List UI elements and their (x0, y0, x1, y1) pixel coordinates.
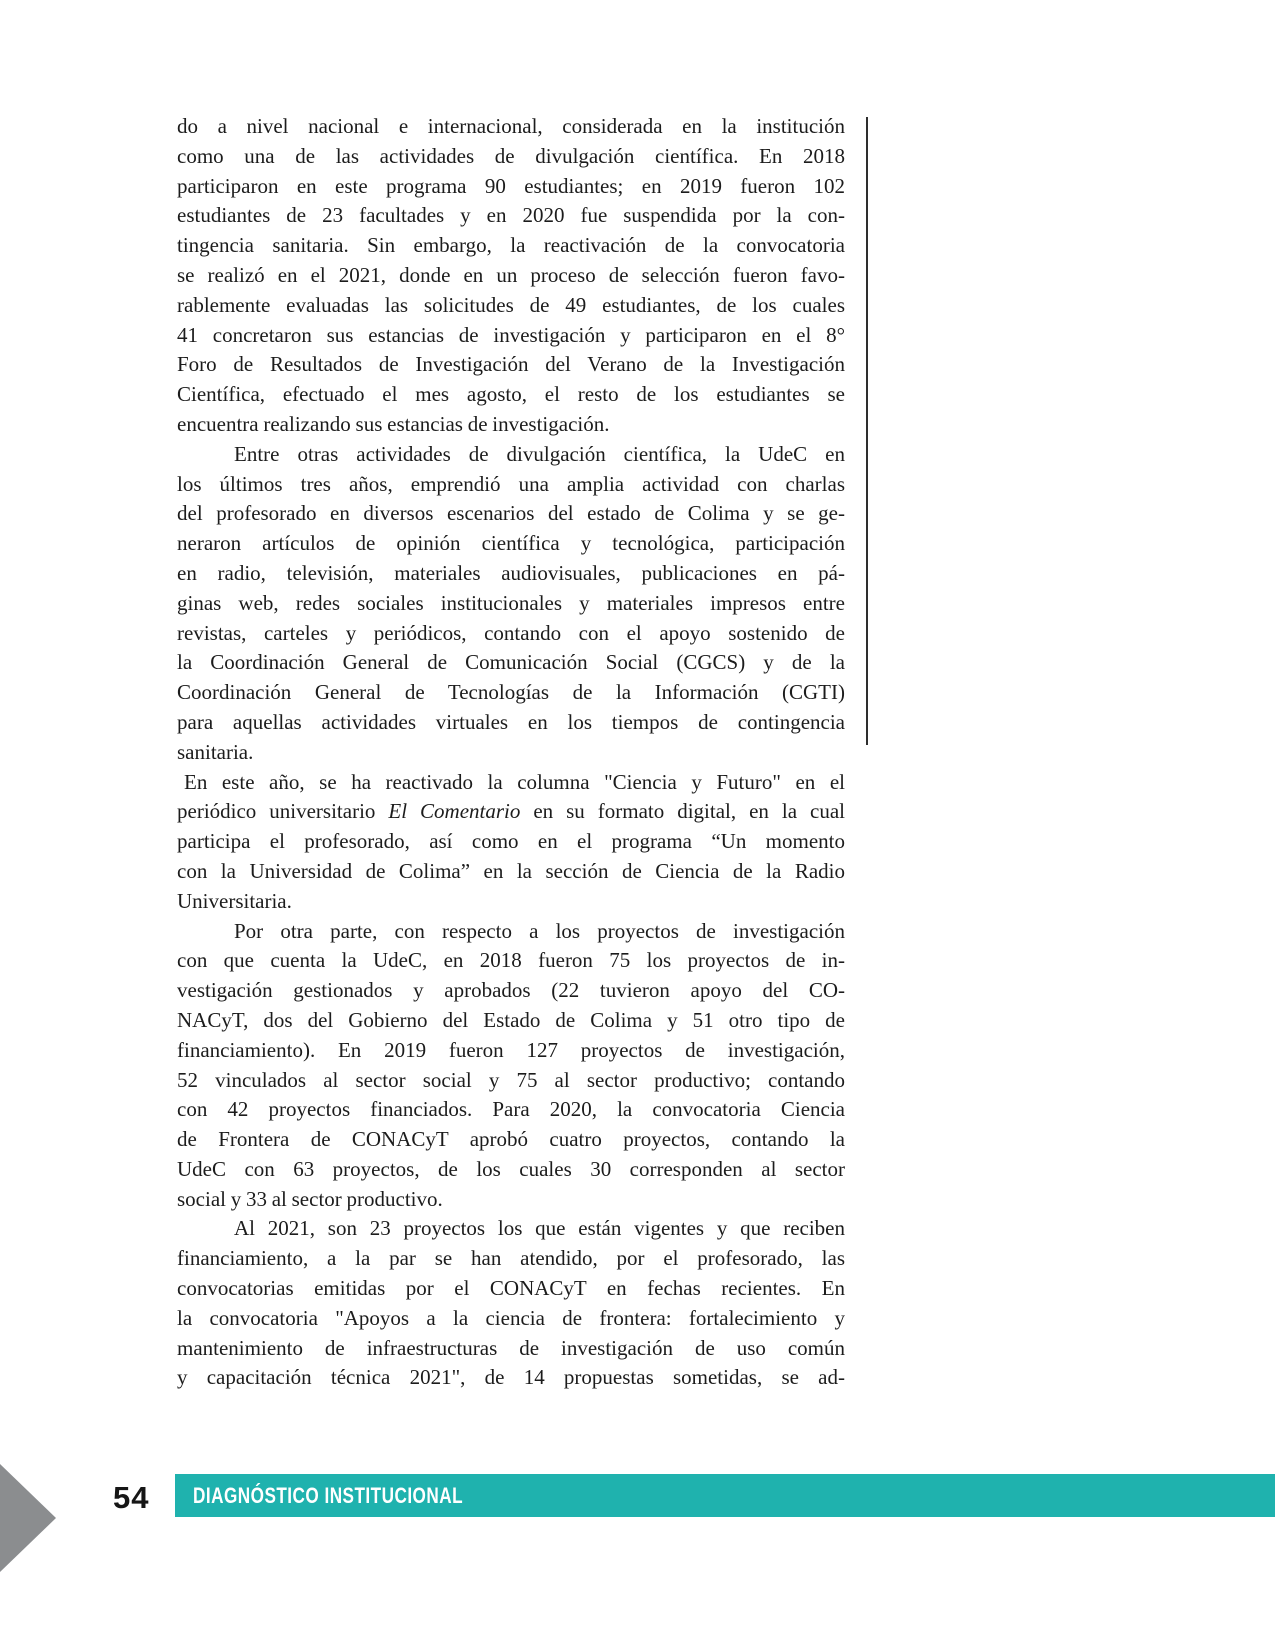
paragraph (177, 768, 845, 917)
text-line: mantenimiento de infraestructuras de investigación de uso común (177, 1335, 845, 1360)
text-line: encuentra realizando sus estancias de investigación. (177, 411, 610, 436)
text-line: 52 vinculados al sector social y 75 al sector productivo; contando (177, 1067, 845, 1092)
text-line: social y 33 al sector productivo. (177, 1186, 443, 1211)
paragraph (177, 1214, 845, 1393)
change-bar (866, 117, 868, 745)
text-line: sanitaria. (177, 739, 254, 764)
text-line: Universitaria. (177, 888, 292, 913)
text-line: estudiantes de 23 facultades y en 2020 fue suspendida por la con- (177, 203, 845, 228)
text-line: con 42 proyectos financiados. Para 2020, la convocatoria Ciencia (177, 1097, 845, 1122)
text-line: revistas, carteles y periódicos, contando con el apoyo sostenido de (177, 620, 845, 645)
text-line: Por otra parte, con respecto a los proyectos de investigación (234, 918, 845, 943)
text-line: para aquellas actividades virtuales en los tiempos de contingencia (177, 709, 845, 734)
text-line: participaron en este programa 90 estudiantes; en 2019 fueron 102 (177, 173, 845, 198)
text-line: vestigación gestionados y aprobados (22 tuvieron apoyo del CO- (177, 978, 845, 1003)
text-line: rablemente evaluadas las solicitudes de 49 estudiantes, de los cuales (177, 292, 845, 317)
text-block (177, 112, 845, 1393)
text-line: como una de las actividades de divulgación científica. En 2018 (177, 143, 845, 168)
text-line: UdeC con 63 proyectos, de los cuales 30 corresponden al sector (177, 1156, 845, 1181)
text-line: con que cuenta la UdeC, en 2018 fueron 75 los proyectos de in- (177, 948, 845, 973)
section-bar (175, 1474, 1275, 1517)
text-line: de Frontera de CONACyT aprobó cuatro proyectos, contando la (177, 1127, 845, 1152)
text-line: do a nivel nacional e internacional, considerada en la institución (177, 114, 845, 138)
section-label: DIAGNÓSTICO INSTITUCIONAL (193, 1482, 464, 1508)
text-line: financiamiento). En 2019 fueron 127 proyectos de investigación, (177, 1037, 845, 1062)
paragraph (177, 917, 845, 1215)
text-line: 41 concretaron sus estancias de investigación y participaron en el 8° (177, 322, 845, 347)
text-line: participa el profesorado, así como en el programa “Un momento (177, 829, 845, 854)
text-line: Entre otras actividades de divulgación científica, la UdeC en (234, 441, 845, 466)
text-line: tingencia sanitaria. Sin embargo, la reactivación de la convocatoria (177, 233, 845, 258)
text-line: la Coordinación General de Comunicación Social (CGCS) y de la (177, 650, 845, 675)
text-line: convocatorias emitidas por el CONACyT en fechas recientes. En (177, 1276, 845, 1301)
text-line: se realizó en el 2021, donde en un proceso de selección fueron favo- (177, 262, 845, 287)
text-line: financiamiento, a la par se han atendido, por el profesorado, las (177, 1246, 845, 1271)
text-line: del profesorado en diversos escenarios del estado de Colima y se ge- (177, 501, 845, 526)
page-corner-arrow-icon (0, 1464, 56, 1572)
text-line: neraron artículos de opinión científica y tecnológica, participación (177, 531, 845, 556)
text-line: la convocatoria "Apoyos a la ciencia de frontera: fortalecimiento y (177, 1305, 845, 1330)
text-line: Coordinación General de Tecnologías de la Información (CGTI) (177, 680, 845, 705)
paragraph (177, 112, 845, 440)
text-line: Científica, efectuado el mes agosto, el resto de los estudiantes se (177, 382, 845, 407)
text-line: en radio, televisión, materiales audiovisuales, publicaciones en pá- (177, 560, 845, 585)
text-line: NACyT, dos del Gobierno del Estado de Colima y 51 otro tipo de (177, 1007, 845, 1032)
text-line: En este año, se ha reactivado la columna "Ciencia y Futuro" en el (184, 769, 845, 794)
text-line: y capacitación técnica 2021", de 14 propuestas sometidas, se ad- (177, 1365, 845, 1390)
text-line: con la Universidad de Colima” en la sección de Ciencia de la Radio (177, 858, 845, 883)
paragraph (177, 440, 845, 768)
text-line: los últimos tres años, emprendió una amplia actividad con charlas (177, 471, 845, 496)
page-number: 54 (113, 1480, 150, 1515)
text-line: Foro de Resultados de Investigación del Verano de la Investigación (177, 352, 845, 377)
text-line: periódico universitario El Comentario en su formato digital, en la cual (177, 799, 845, 824)
text-line: Al 2021, son 23 proyectos los que están vigentes y que reciben (234, 1216, 845, 1241)
text-line: ginas web, redes sociales institucionales y materiales impresos entre (177, 590, 845, 615)
